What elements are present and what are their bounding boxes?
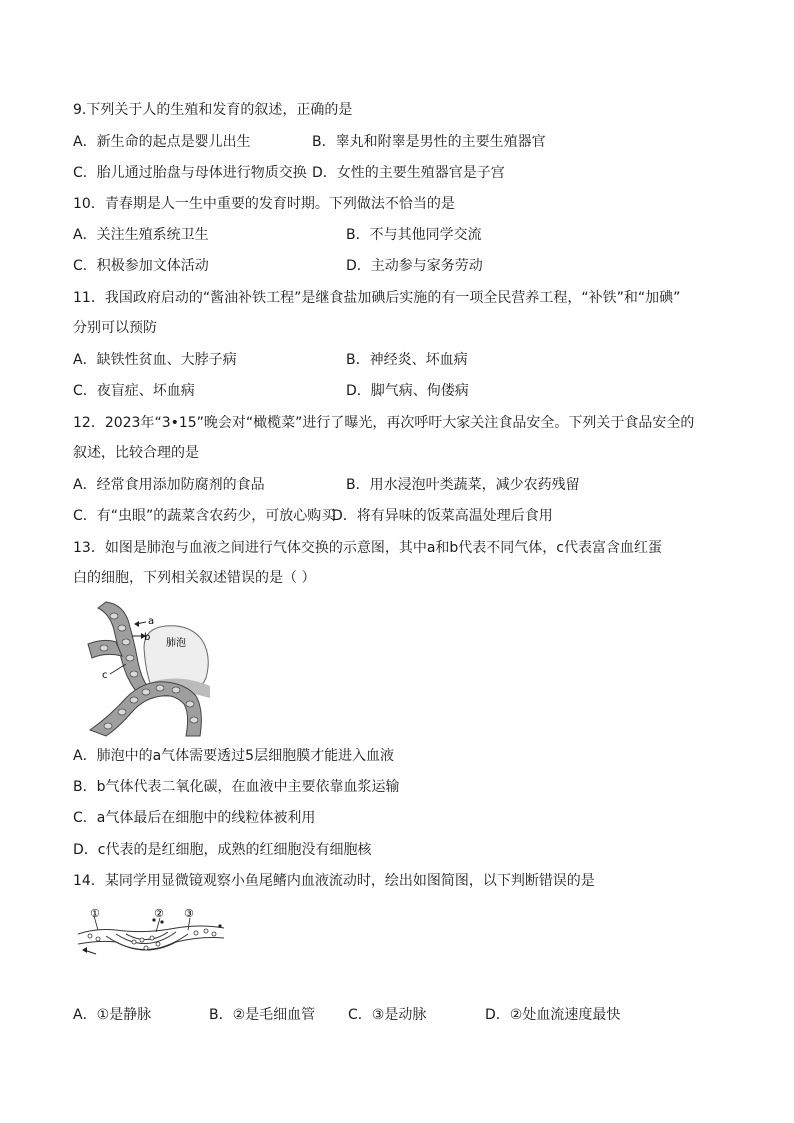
q13-stem-line1: 13．如图是肺泡与血液之间进行气体交换的示意图，其中a和b代表不同气体，c代表富含血红蛋 <box>73 540 662 556</box>
q13-stem-line2: 白的细胞，下列相关叙述错误的是（ ） <box>73 570 316 586</box>
q11-option-a: A．缺铁性贫血、大脖子病 <box>73 352 237 368</box>
blood-cells <box>88 929 216 950</box>
q12-stem-line2: 叙述，比较合理的是 <box>73 445 199 461</box>
q12-option-a: A．经常食用添加防腐剂的食品 <box>73 477 265 493</box>
q10-option-b: B．不与其他同学交流 <box>346 227 482 243</box>
q11-stem-line1: 11．我国政府启动的“酱油补铁工程”是继食盐加碘后实施的有一项全民营养工程，“补铁”和“加碘” <box>73 290 681 306</box>
label-c: c <box>102 670 108 681</box>
label-2: ② <box>154 907 164 920</box>
q9-stem: 9.下列关于人的生殖和发育的叙述，正确的是 <box>73 102 353 118</box>
q11-option-c: C．夜盲症、坏血病 <box>73 383 195 399</box>
q12-option-c: C．有“虫眼”的蔬菜含农药少，可放心购买 <box>73 508 336 524</box>
q11-option-d: D．脚气病、佝偻病 <box>346 383 469 399</box>
q13-option-a: A．肺泡中的a气体需要透过5层细胞膜才能进入血液 <box>73 748 395 764</box>
q14-option-b: B．②是毛细血管 <box>209 1007 316 1023</box>
q12-option-b: B．用水浸泡叶类蔬菜，减少农药残留 <box>346 477 580 493</box>
label-3: ③ <box>184 907 194 920</box>
alveolus-gas-exchange-figure <box>86 600 216 738</box>
q9-option-b: B．睾丸和附睾是男性的主要生殖器官 <box>312 134 546 150</box>
vessel-top-edge <box>78 926 224 934</box>
q10-option-c: C．积极参加文体活动 <box>73 258 209 274</box>
q12-stem-line1: 12．2023年“3•15”晚会对“橄榄菜”进行了曝光，再次呼吁大家关注食品安全。下列关于食品安全的 <box>73 415 695 431</box>
q12-option-d: D．将有异味的饭菜高温处理后食用 <box>332 508 553 524</box>
pointer-c <box>110 664 126 674</box>
q11-stem-line2: 分别可以预防 <box>73 320 157 336</box>
label-alveolus: 肺泡 <box>166 638 186 649</box>
pointer-2 <box>156 918 160 932</box>
fish-tail-blood-flow-figure <box>76 906 226 964</box>
q11-option-b: B．神经炎、坏血病 <box>346 352 468 368</box>
q10-stem: 10．青春期是人一生中重要的发育时期。下列做法不恰当的是 <box>73 196 455 212</box>
q13-option-d: D．c代表的是红细胞，成熟的红细胞没有细胞核 <box>73 842 372 858</box>
capillary-loop-mid <box>116 932 176 944</box>
label-a: a <box>148 616 155 627</box>
q9-option-a: A．新生命的起点是婴儿出生 <box>73 134 251 150</box>
label-1: ① <box>90 907 100 920</box>
label-b: b <box>144 632 151 643</box>
q13-option-c: C．a气体最后在细胞中的线粒体被利用 <box>73 810 316 826</box>
q14-stem: 14．某同学用显微镜观察小鱼尾鳍内血液流动时，绘出如图简图，以下判断错误的是 <box>73 873 595 889</box>
q14-option-c: C．③是动脉 <box>348 1007 427 1023</box>
q10-option-a: A．关注生殖系统卫生 <box>73 227 209 243</box>
q14-option-a: A．①是静脉 <box>73 1007 152 1023</box>
q9-option-c: C．胎儿通过胎盘与母体进行物质交换 <box>73 165 307 181</box>
q14-option-d: D．②处血流速度最快 <box>485 1007 621 1023</box>
arrow-a-head <box>134 621 139 627</box>
capillary-loop-inner <box>126 932 168 940</box>
q9-option-d: D．女性的主要生殖器官是子宫 <box>312 165 505 181</box>
flow-arrow-left-head <box>82 947 87 953</box>
q13-option-b: B．b气体代表二氧化碳，在血液中主要依靠血浆运输 <box>73 779 400 795</box>
q10-option-d: D．主动参与家务劳动 <box>346 258 483 274</box>
